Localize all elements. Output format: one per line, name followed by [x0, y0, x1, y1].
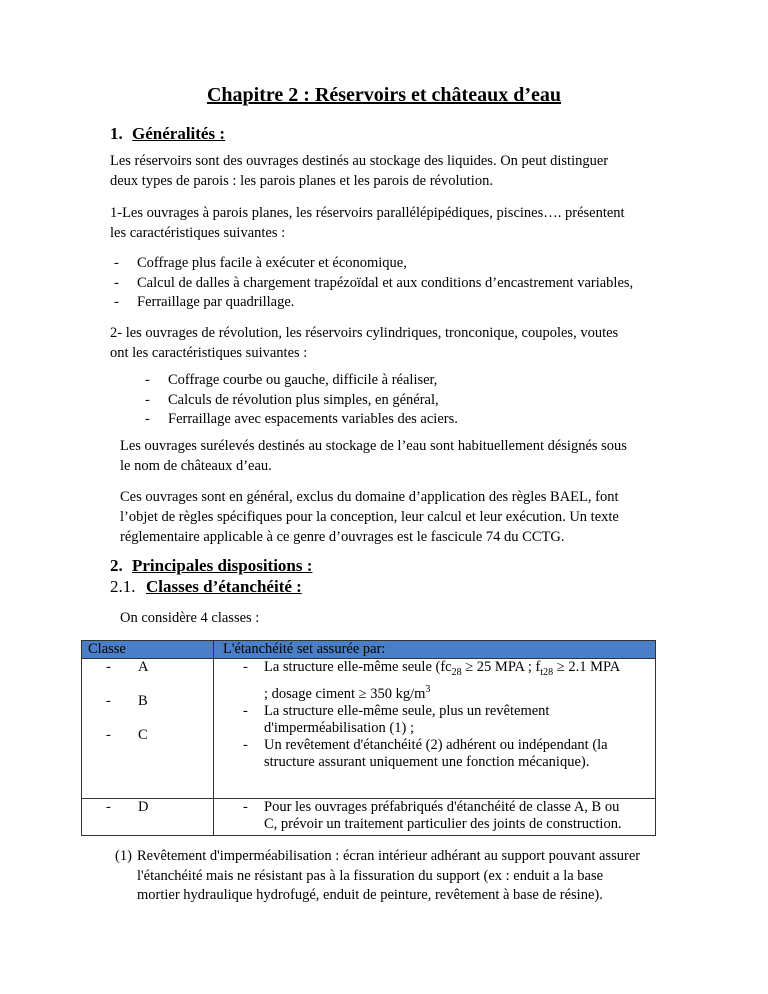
text-line: Les ouvrages surélevés destinés au stockage de l’eau sont habituellement désignés sous — [120, 438, 627, 454]
class-label: C — [138, 727, 148, 743]
list-item: - Calculs de révolution plus simples, en général, — [145, 391, 439, 408]
list-item: - Coffrage plus facile à exécuter et économique, — [114, 255, 407, 271]
text-line: l’objet de règles spécifiques pour la conception, leur calcul et leur exécution. Un texte — [120, 509, 619, 525]
class-label: B — [138, 693, 148, 709]
class-label: A — [138, 659, 149, 675]
list-item: - Ferraillage avec espacements variables des aciers. — [145, 411, 458, 427]
list-parois-planes — [114, 254, 714, 313]
text-line: deux types de parois : les parois planes et les parois de révolution. — [110, 173, 493, 189]
subsection-2-1-heading — [110, 577, 302, 597]
description-b: - La structure elle-même seule, plus un revêtement d'imperméabilisation (1) ; — [243, 702, 550, 736]
table-row — [82, 659, 656, 799]
table-header-row — [82, 641, 656, 659]
section-1-number: 1. — [110, 124, 123, 143]
section-2-number: 2. — [110, 556, 123, 575]
class-cell: - D — [82, 799, 214, 836]
section-1-title: Généralités : — [132, 124, 225, 143]
section-2-heading — [110, 556, 312, 576]
classes-intro: On considère 4 classes : — [120, 610, 260, 626]
description-a: - La structure elle-même seule ($fc_{28} \ge 25$ MPA ; $f_{t28} \ge 2.1$ MPA ; dosage ciment ≥ 350 $kg/m^3$ — [243, 659, 621, 702]
subsection-title: Classes d’étanchéité : — [146, 577, 302, 596]
text-line: ont les caractéristiques suivantes : — [110, 345, 308, 361]
paragraph-chateaux — [120, 436, 627, 476]
paragraph-intro — [110, 151, 608, 191]
header-etancheite: L'étanchéité set assurée par: — [214, 641, 656, 659]
description-c: - Un revêtement d'étanchéité (2) adhérent ou indépendant (la structure assurant uniquement une fonction mécanique). — [243, 736, 608, 770]
list-item: - Coffrage courbe ou gauche, difficile à réaliser, — [145, 372, 438, 388]
list-revolution — [145, 371, 645, 430]
table-row — [82, 799, 656, 836]
paragraph-revolution — [110, 323, 618, 363]
section-1-heading — [110, 124, 225, 144]
section-2-title: Principales dispositions : — [132, 556, 313, 575]
list-item: - Ferraillage par quadrillage. — [114, 294, 295, 310]
text-line: les caractéristiques suivantes : — [110, 225, 286, 241]
page-title: Chapitre 2 : Réservoirs et châteaux d’eau — [206, 84, 561, 106]
description-cell — [214, 799, 656, 836]
text-line: Revêtement d'imperméabilisation : écran intérieur adhérant au support pouvant assurer — [137, 848, 641, 864]
footnote — [115, 847, 715, 906]
text-line: l'étanchéité mais ne résistant pas à la fissuration du support (ex : enduit a la base — [137, 867, 604, 884]
text-line: Ces ouvrages sont en général, exclus du domaine d’application des règles BAEL, font — [120, 489, 619, 505]
text-line: réglementaire applicable à ce genre d’ouvrages est le fascicule 74 du CCTG. — [120, 529, 565, 545]
description-cell — [214, 659, 656, 799]
paragraph-bael — [120, 487, 619, 547]
class-label: D — [138, 799, 149, 815]
footnote-marker: (1) — [115, 848, 132, 864]
text-line: 2- les ouvrages de révolution, les réservoirs cylindriques, tronconique, coupoles, voutes — [110, 325, 619, 341]
text-line: Les réservoirs sont des ouvrages destinés au stockage des liquides. On peut distinguer — [110, 153, 609, 169]
list-item: - Calcul de dalles à chargement trapézoïdal et aux conditions d’encastrement variables, — [114, 274, 634, 291]
text-line: le nom de châteaux d’eau. — [120, 458, 272, 474]
text-line: 1-Les ouvrages à parois planes, les réservoirs parallélépipédiques, piscines…. présentent — [110, 205, 625, 221]
subsection-number: 2.1. — [110, 577, 136, 596]
class-cell: - A - B - C — [82, 659, 214, 799]
header-classe: Classe — [82, 641, 214, 659]
description-d: - Pour les ouvrages préfabriqués d'étanchéité de classe A, B ou C, prévoir un traitement particulier des joints de construction. — [243, 799, 622, 832]
classes-table — [81, 640, 656, 836]
text-line: mortier hydraulique hydrofugé, enduit de peinture, revêtement à base de résine). — [137, 887, 603, 903]
paragraph-parois-planes — [110, 203, 625, 243]
